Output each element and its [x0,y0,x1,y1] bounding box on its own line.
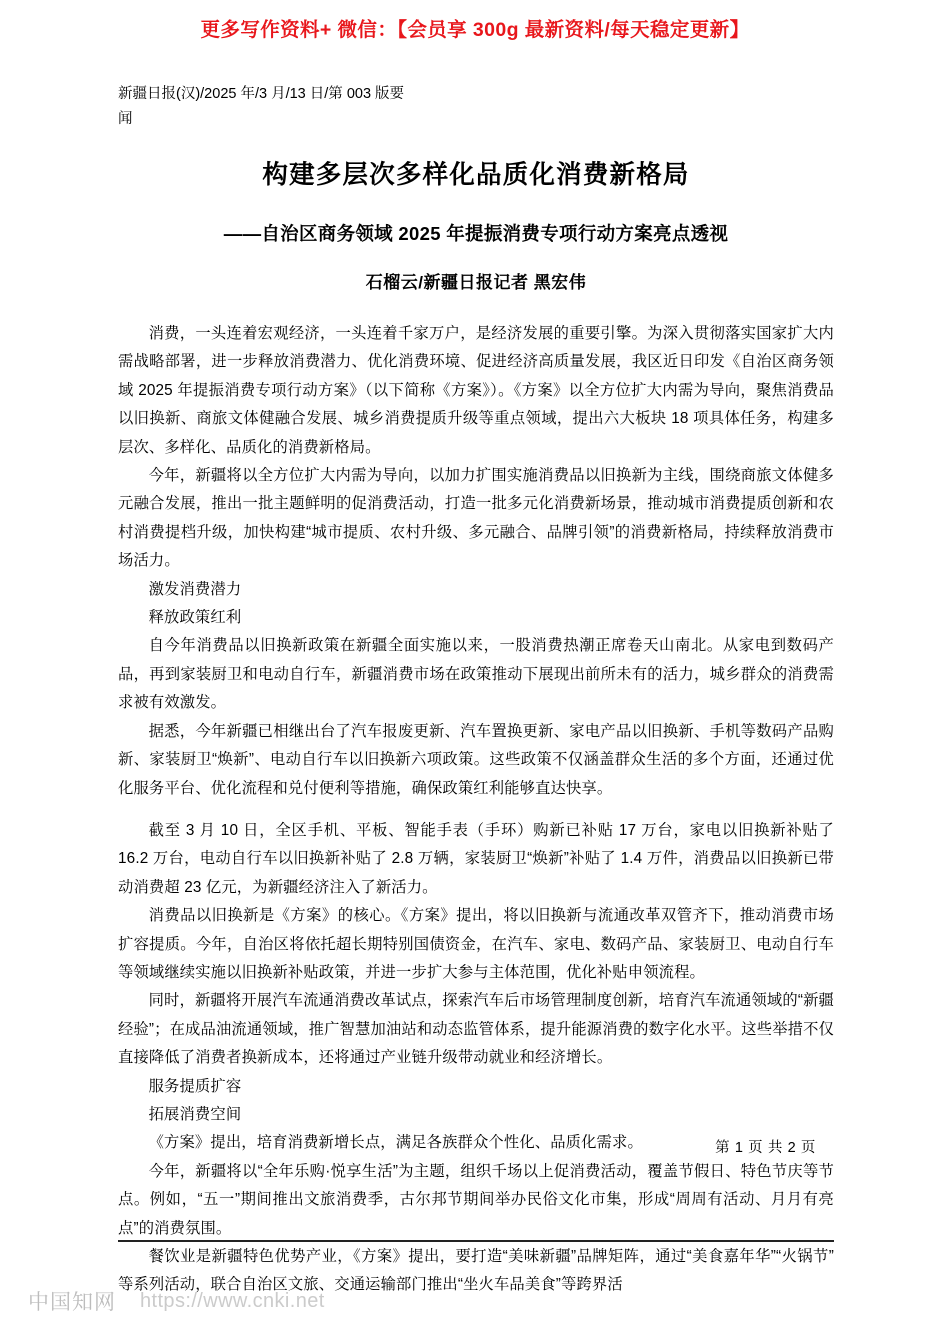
source-citation-line: 新疆日报(汉)/2025 年/3 月/13 日/第 003 版要闻 [118,86,405,127]
section-heading: 激发消费潜力 [148,580,242,598]
cnki-url-label: https://www.cnki.net [140,1289,325,1312]
article-subtitle: ——自治区商务领域 2025 年提振消费专项行动方案亮点透视 [223,223,729,244]
paragraph: 今年，新疆将以全方位扩大内需为导向，以加力扩围实施消费品以旧换新为主线，围绕商旅文体健多元融合发展，推出一批主题鲜明的促消费活动，打造一批多元化消费新场景，推动城市消费提质创新和农村消费提档升级，加快构建“城市提质、农村升级、多元融合、品牌引领”的消费新格局，持续释放消费市场活力。 [118,467,834,570]
promo-banner-text: 更多写作资料+ 微信：【会员享 300g 最新资料/每天稳定更新】 [200,19,750,41]
cnki-brand-label: 中国知网 [28,1291,116,1314]
cnki-watermark [28,1286,325,1316]
page-divider-rule [118,1240,834,1242]
paragraph: 消费品以旧换新是《方案》的核心。《方案》提出，将以旧换新与流通改革双管齐下，推动消费市场扩容提质。今年，自治区将依托超长期特别国债资金，在汽车、家电、数码产品、家装厨卫、电动自行车等领域继续实施以旧换新补贴政策，并进一步扩大参与主体范围，优化补贴申领流程。 [118,907,834,981]
paragraph: 餐饮业是新疆特色优势产业，《方案》提出，要打造“美味新疆”品牌矩阵，通过“美食嘉年华”“火锅节”等系列活动，联合自治区文旅、交通运输部门推出“坐火车品美食”等跨界活 [118,1248,834,1294]
section-heading: 释放政策红利 [148,609,242,627]
article-title: 构建多层次多样化品质化消费新格局 [262,161,690,189]
promo-banner [0,14,950,42]
paragraph: 同时，新疆将开展汽车流通消费改革试点，探索汽车后市场管理制度创新，培育汽车流通领域的“新疆经验”；在成品油流通领域，推广智慧加油站和动态监管体系，提升能源消费的数字化水平。这些举措不仅直接降低了消费者换新成本，还将通过产业链升级带动就业和经济增长。 [118,992,834,1067]
section-heading: 拓展消费空间 [148,1105,242,1123]
paragraph: 《方案》提出，培育消费新增长点，满足各族群众个性化、品质化需求。 [148,1134,643,1152]
paragraph-statistics: 截至 3 月 10 日，全区手机、平板、智能手表（手环）购新已补贴 17 万台，家电以旧换新补贴了 16.2 万台，电动自行车以旧换新补贴了 2.8 万辆，家装厨卫“焕新”补贴了 1.4 万件，消费品以旧换新已带动消费超 23 亿元，为新疆经济注入了新活力。 [118,821,834,896]
paragraph: 据悉，今年新疆已相继出台了汽车报废更新、汽车置换更新、家电产品以旧换新、手机等数码产品购新、家装厨卫“焕新”、电动自行车以旧换新六项政策。这些政策不仅涵盖群众生活的多个方面，还通过优化服务平台、优化流程和兑付便利等措施，确保政策红利能够直达快享。 [118,722,834,797]
section-heading: 服务提质扩容 [148,1077,242,1095]
article-byline: 石榴云/新疆日报记者 黑宏伟 [365,273,587,292]
paragraph: 今年，新疆将以“全年乐购·悦享生活”为主题，组织千场以上促消费活动，覆盖节假日、特色节庆等节点。例如，“五一”期间推出文旅消费季，古尔邦节期间举办民俗文化市集，形成“周周有活动、月月有亮点”的消费氛围。 [118,1162,834,1237]
paragraph: 消费，一头连着宏观经济，一头连着千家万户，是经济发展的重要引擎。为深入贯彻落实国家扩大内需战略部署，进一步释放消费潜力、优化消费环境、促进经济高质量发展，我区近日印发《自治区商务领域 2025 年提振消费专项行动方案》（以下简称《方案》）。《方案》以全方位扩大内需为导向，聚焦消费品以旧换新、商旅文体健融合发展、城乡消费提质升级等重点领域，提出六大板块 18 项具体任务，构建多层次、多样化、品质化的消费新格局。 [118,325,834,456]
document-page [118,82,834,1300]
page-indicator: 第 1 页 共 2 页 [715,1140,816,1156]
paragraph: 自今年消费品以旧换新政策在新疆全面实施以来，一股消费热潮正席卷天山南北。从家电到数码产品，再到家装厨卫和电动自行车，新疆消费市场在政策推动下展现出前所未有的活力，城乡群众的消费需求被有效激发。 [118,637,834,712]
